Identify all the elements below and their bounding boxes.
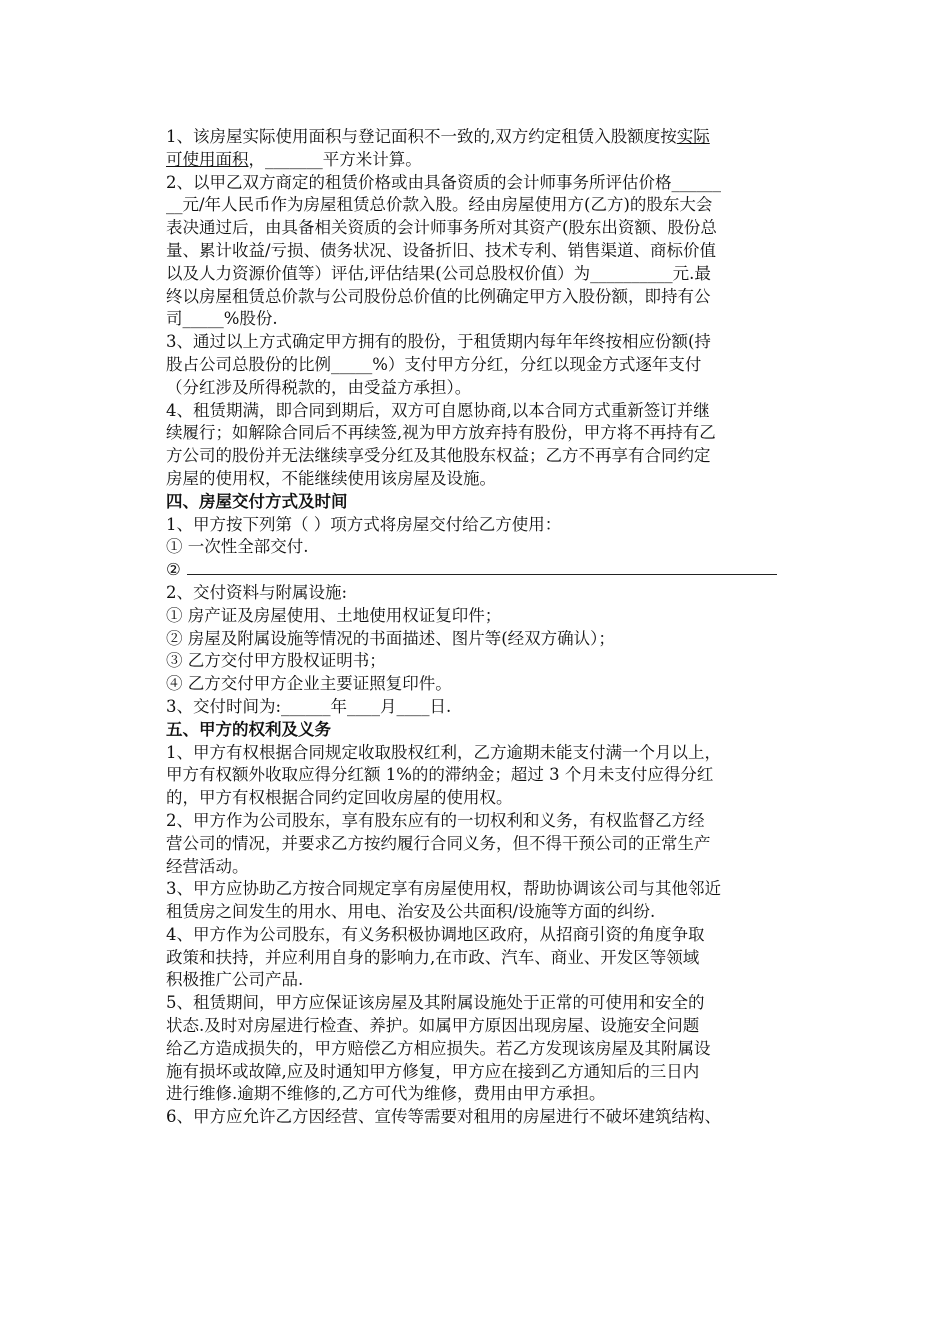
text-line: 3、交付时间为:______年____月____日. (166, 696, 452, 716)
text-line: __元/年人民币作为房屋租赁总价款入股。经由房屋使用方(乙方)的股东大会 (166, 195, 713, 215)
text-line: 3、通过以上方式确定甲方拥有的股份，于租赁期内每年年终按相应份额(持 (166, 332, 711, 352)
document-page (166, 126, 816, 1129)
section-heading: 四、房屋交付方式及时间 (166, 491, 348, 511)
text-line: 股占公司总股份的比例_____%）支付甲方分红，分红以现金方式逐年支付 (166, 354, 702, 374)
text-line: 给乙方造成损失的，甲方赔偿乙方相应损失。若乙方发现该房屋及其附属设 (166, 1038, 711, 1058)
text-line: 以及人力资源价值等）评估,评估结果(公司总股权价值）为__________元.最 (166, 263, 711, 283)
text-line: 1、甲方按下列第（ ）项方式将房屋交付给乙方使用： (166, 514, 562, 534)
text-line: 5、租赁期间，甲方应保证该房屋及其附属设施处于正常的可使用和安全的 (166, 993, 705, 1013)
underlined-term: 可使用面积 (166, 149, 249, 169)
text-line: 6、甲方应允许乙方因经营、宣传等需要对租用的房屋进行不破坏建筑结构、 (166, 1107, 721, 1127)
text-line: 的，甲方有权根据合同约定回收房屋的使用权。 (166, 788, 513, 808)
fill-in-blank (187, 560, 777, 575)
text-line: 租赁房之间发生的用水、用电、治安及公共面积/设施等方面的纠纷. (166, 902, 656, 922)
text-line: 司_____%股份. (166, 309, 278, 329)
text-line: 量、累计收益/亏损、债务状况、设备折旧、技术专利、销售渠道、商标价值 (166, 240, 717, 260)
list-item: ② 房屋及附属设施等情况的书面描述、图片等(经双方确认）； (166, 628, 615, 648)
list-item: ④ 乙方交付甲方企业主要证照复印件。 (166, 674, 452, 694)
text-line: 3、甲方应协助乙方按合同规定享有房屋使用权，帮助协调该公司与其他邻近 (166, 879, 721, 899)
text-line: 2、交付资料与附属设施: (166, 582, 348, 602)
text-line: 4、租赁期满，即合同到期后，双方可自愿协商,以本合同方式重新签订并继 (166, 400, 710, 420)
list-item: ① 一次性全部交付. (166, 537, 309, 557)
list-item: ① 房产证及房屋使用、土地使用权证复印件； (166, 605, 502, 625)
text-line: 积极推广公司产品. (166, 970, 304, 990)
underlined-term: 实际 (676, 127, 710, 146)
text-line: 2、甲方作为公司股东，享有股东应有的一切权利和义务，有权监督乙方经 (166, 810, 705, 830)
text-line: 甲方有权额外收取应得分红额 1%的的滞纳金；超过 3 个月未支付应得分红 (166, 765, 714, 785)
text-line: 营公司的情况，并要求乙方按约履行合同义务，但不得干预公司的正常生产 (166, 833, 711, 853)
list-item-blank: ② (166, 559, 816, 582)
text-line: 2、以甲乙双方商定的租赁价格或由具备资质的会计师事务所评估价格______ (166, 172, 721, 192)
list-item: ③ 乙方交付甲方股权证明书； (166, 651, 386, 671)
text-line: 表决通过后，由具备相关资质的会计师事务所对其资产(股东出资额、股份总 (166, 218, 717, 238)
text-line: 状态.及时对房屋进行检查、养护。如属甲方原因出现房屋、设施安全问题 (166, 1016, 700, 1036)
section-heading: 五、甲方的权利及义务 (166, 719, 331, 739)
text-line: 1、甲方有权根据合同规定收取股权红利，乙方逾期未能支付满一个月以上， (166, 742, 721, 762)
text-line: 4、甲方作为公司股东，有义务积极协调地区政府，从招商引资的角度争取 (166, 924, 705, 944)
text-line: 可使用面积，_______平方米计算。 (166, 149, 422, 169)
text-line: 方公司的股份并无法继续享受分红及其他股东权益；乙方不再享有合同约定 (166, 446, 711, 466)
text-line: 进行维修.逾期不维修的,乙方可代为维修，费用由甲方承担。 (166, 1084, 606, 1104)
text-line: 房屋的使用权，不能继续使用该房屋及设施。 (166, 468, 496, 488)
text-line: 政策和扶持，并应利用自身的影响力,在市政、汽车、商业、开发区等领域 (166, 947, 700, 967)
text-line: （分红涉及所得税款的，由受益方承担）。 (166, 377, 472, 397)
text-line: 经营活动。 (166, 856, 249, 876)
text-line: 1、该房屋实际使用面积与登记面积不一致的,双方约定租赁入股额度按实际 (166, 127, 710, 146)
text-line: 终以房屋租赁总价款与公司股份总价值的比例确定甲方入股份额，即持有公 (166, 286, 711, 306)
text-line: 施有损坏或故障,应及时通知甲方修复，甲方应在接到乙方通知后的三日内 (166, 1061, 700, 1081)
text-line: 续履行；如解除合同后不再续签,视为甲方放弃持有股份，甲方将不再持有乙 (166, 423, 716, 443)
